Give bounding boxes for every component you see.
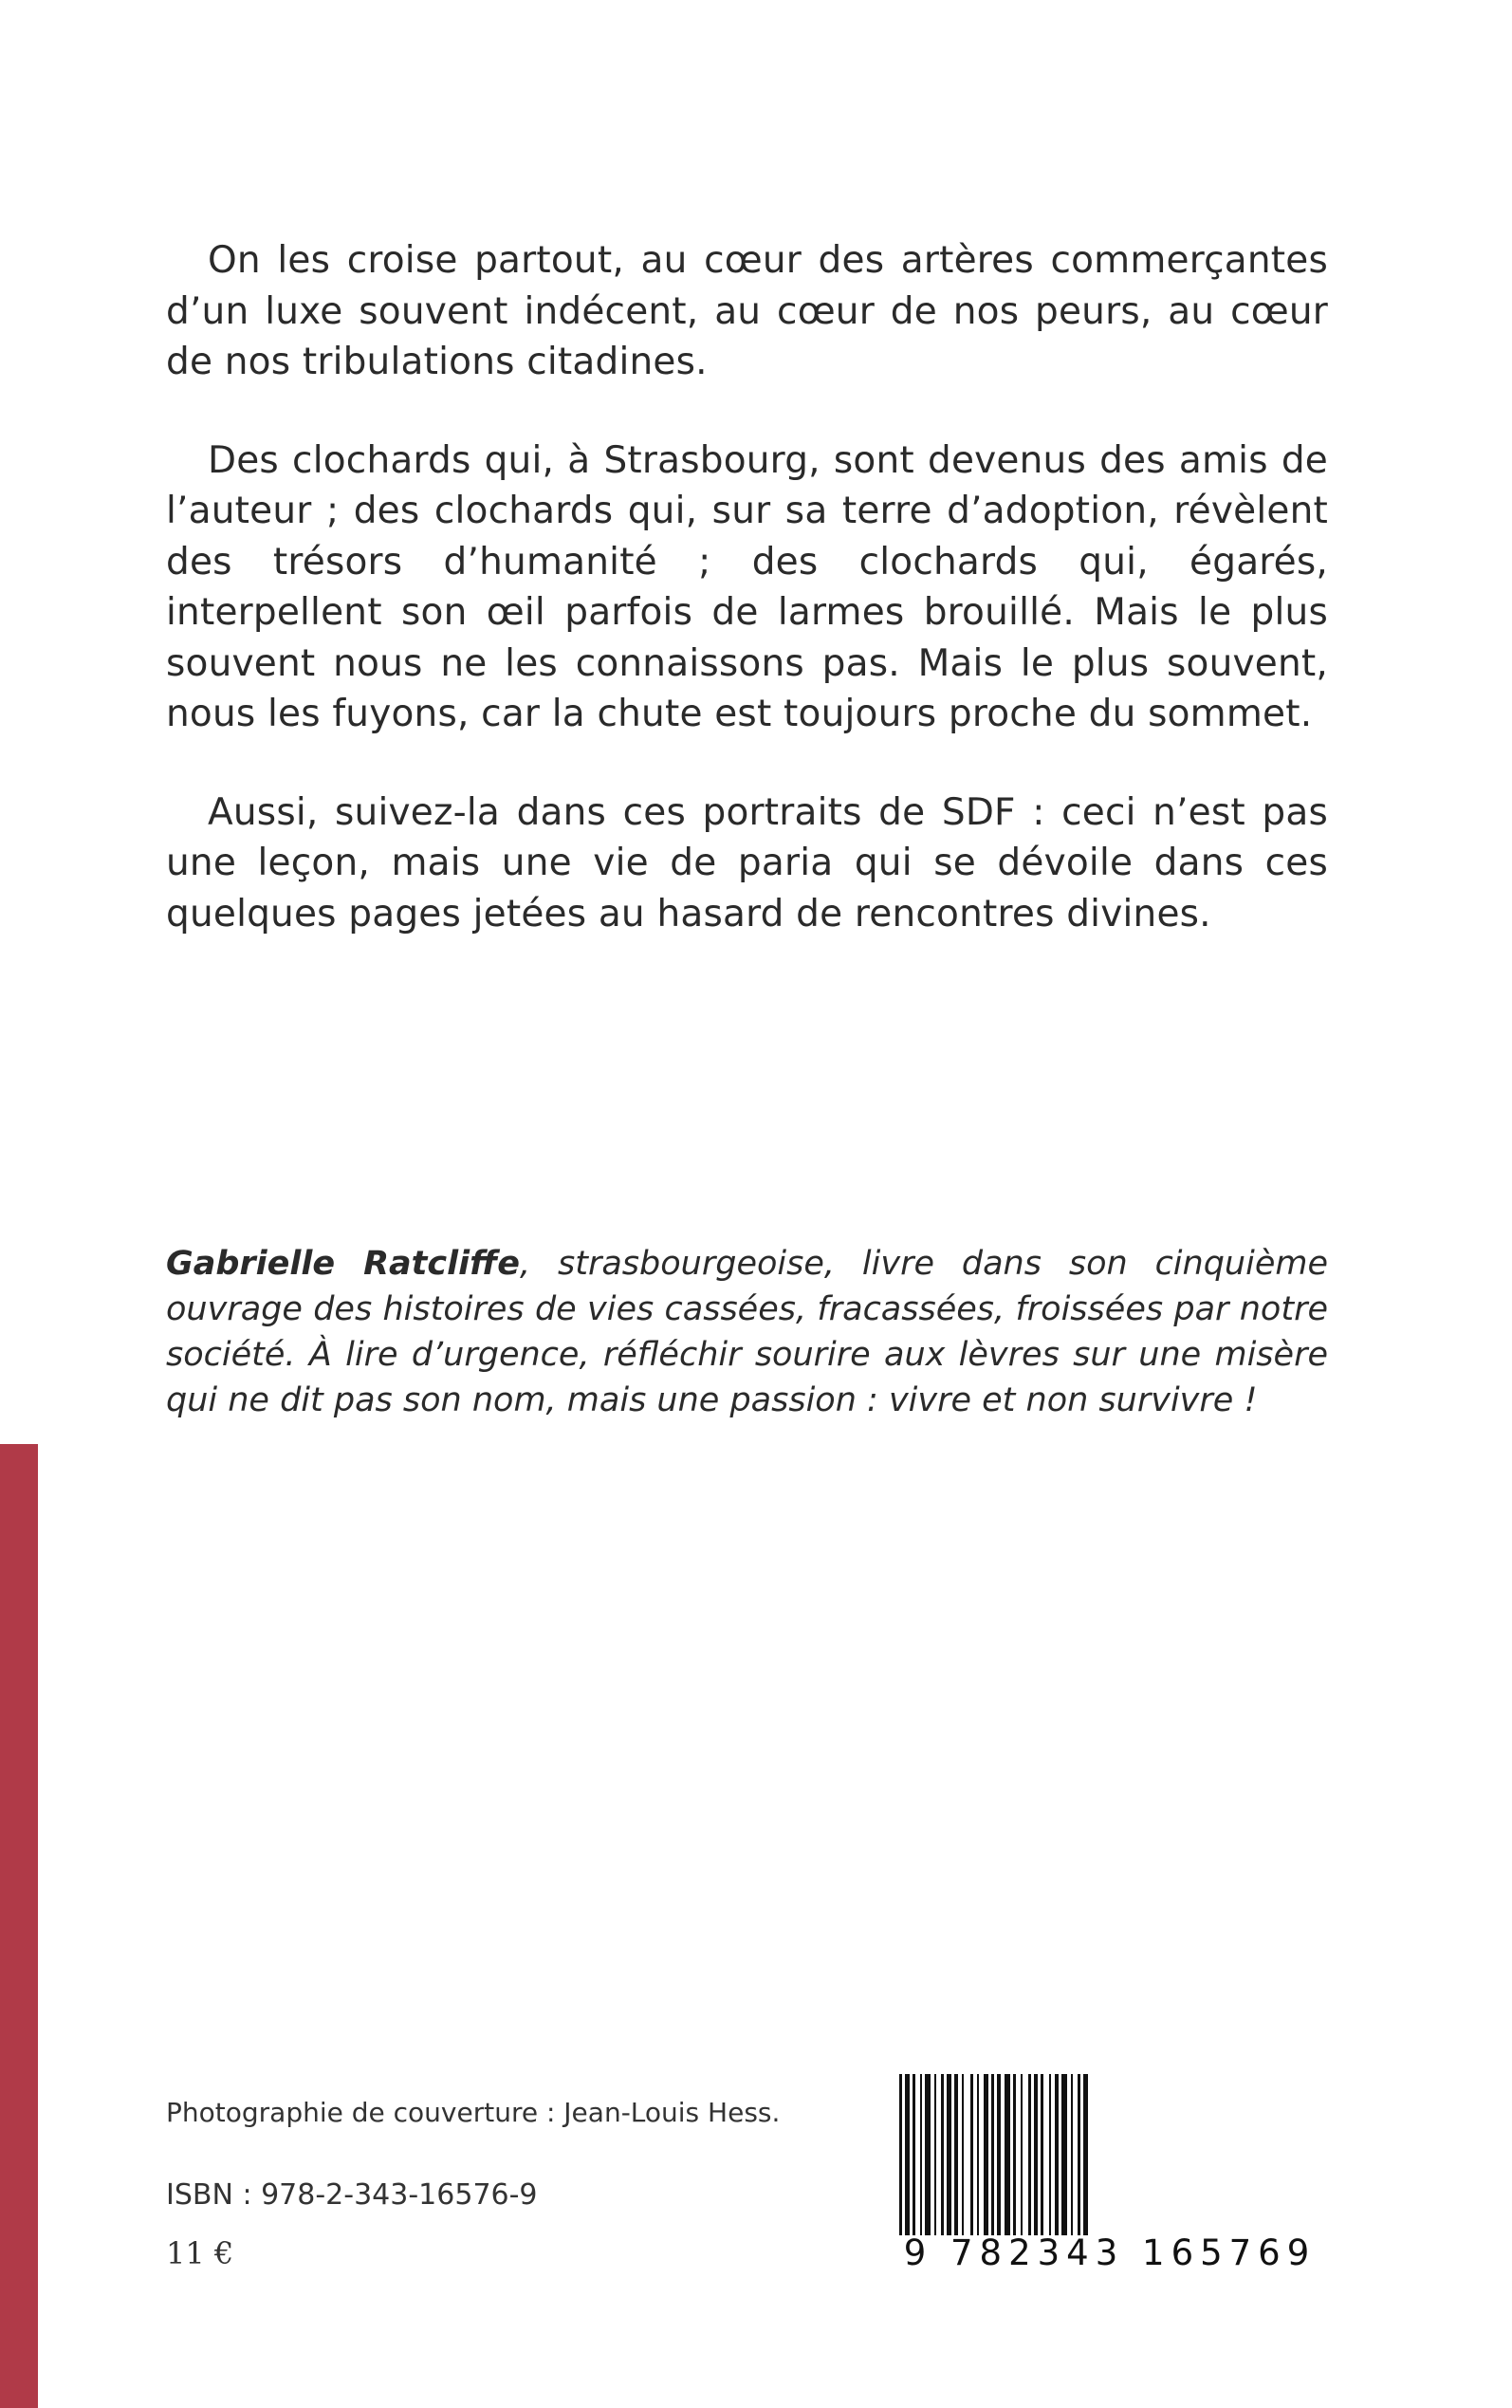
author-bio-text: , strasbourgeoise, livre dans son cinquième ouvrage des histoires de vies cassées, fracassées, froissées par notre société. À lire d’urgence, réfléchir sourire aux lèvres sur une misère qui ne dit pas son nom, mais une passion : vivre et non survivre ! — [166, 1245, 1329, 1419]
back-cover-blurb — [166, 235, 1328, 987]
accent-side-bar — [0, 1444, 38, 2408]
photo-credit: Photographie de couverture : Jean-Louis Hess. — [166, 2097, 781, 2128]
author-name: Gabrielle Ratcliffe — [166, 1245, 520, 1283]
blurb-paragraph-1: On les croise partout, au cœur des artères commerçantes d’un luxe souvent indécent, au cœur de nos peurs, au cœur de nos tribulations citadines. — [166, 239, 1328, 383]
author-bio — [166, 1241, 1328, 1423]
barcode-graphic — [892, 2074, 1328, 2321]
barcode-digits: 9 782343 165769 — [903, 2232, 1317, 2273]
price-label: 11 € — [166, 2235, 234, 2271]
blurb-paragraph-3: Aussi, suivez-la dans ces portraits de SDF : ceci n’est pas une leçon, mais une vie de paria qui se dévoile dans ces quelques pages jetées au hasard de rencontres divines. — [166, 790, 1328, 935]
isbn-number: ISBN : 978-2-343-16576-9 — [166, 2178, 538, 2212]
blurb-paragraph-2: Des clochards qui, à Strasbourg, sont devenus des amis de l’auteur ; des clochards qui, sur sa terre d’adoption, révèlent des trésors d’humanité ; des clochards qui, égarés, interpellent son œil parfois de larmes brouillé. Mais le plus souvent nous ne les connaissons pas. Mais le plus souvent, nous les fuyons, car la chute est toujours proche du sommet. — [166, 438, 1328, 735]
